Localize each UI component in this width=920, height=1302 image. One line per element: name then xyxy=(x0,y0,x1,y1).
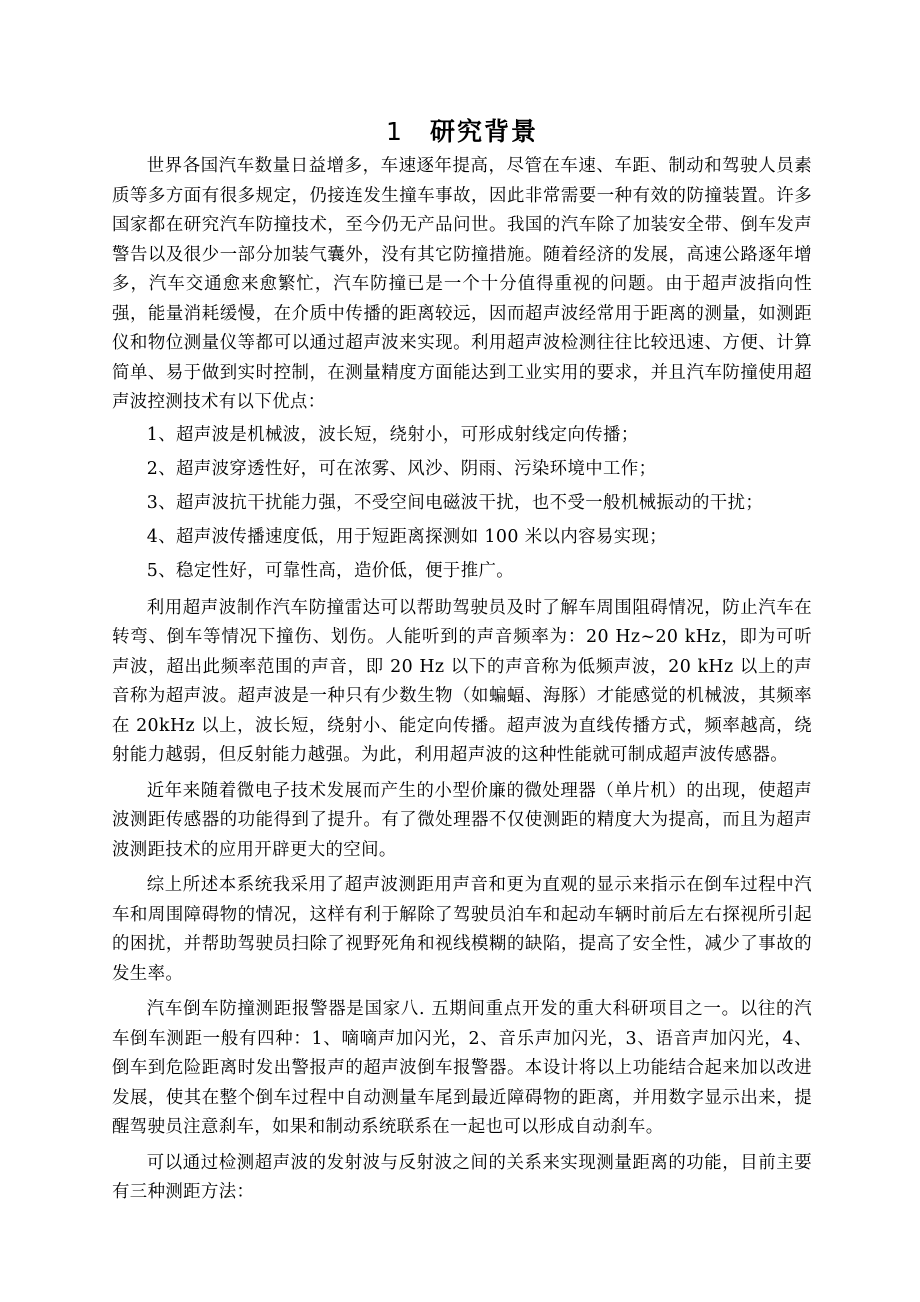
paragraph-microprocessor: 近年来随着微电子技术发展而产生的小型价廉的微处理器（单片机）的出现，使超声波测距传感器的功能得到了提升。有了微处理器不仅使测距的精度大为提高，而且为超声波测距技术的应用开辟更大的空间。 xyxy=(112,780,812,860)
list-item: 1、超声波是机械波，波长短，绕射小，可形成射线定向传播； xyxy=(146,424,639,445)
section-heading xyxy=(112,112,812,152)
paragraph-project: 汽车倒车防撞测距报警器是国家八. 五期间重点开发的重大科研项目之一。以往的汽车倒车测距一般有四种：1、嘀嘀声加闪光，2、音乐声加闪光，3、语音声加闪光，4、倒车到危险距离时发出警报声的超声波倒车报警器。本设计将以上功能结合起来加以改进发展，使其在整个倒车过程中自动测量车尾到最近障碍物的距离，并用数字显示出来，提醒驾驶员注意刹车，如果和制动系统联系在一起也可以形成自动刹车。 xyxy=(112,999,812,1137)
paragraph-ultrasonic: 利用超声波制作汽车防撞雷达可以帮助驾驶员及时了解车周围阻碍情况，防止汽车在转弯、倒车等情况下撞伤、划伤。人能听到的声音频率为：20 Hz~20 kHz，即为可听声波，超出此频率范围的声音，即 20 Hz 以下的声音称为低频声波，20 kHz 以上的声音称为超声波。超声波是一种只有少数生物（如蝙蝠、海豚）才能感觉的机械波，其频率在 20kHz 以上，波长短，绕射小、能定向传播。超声波为直线传播方式，频率越高，绕射能力越弱，但反射能力越强。为此，利用超声波的这种性能就可制成超声波传感器。 xyxy=(112,597,812,765)
list-item: 3、超声波抗干扰能力强，不受空间电磁波干扰，也不受一般机械振动的干扰； xyxy=(146,492,764,513)
paragraph-methods: 可以通过检测超声波的发射波与反射波之间的关系来实现测量距离的功能，目前主要有三种测距方法： xyxy=(112,1152,812,1202)
list-item: 5、稳定性好，可靠性高，造价低，便于推广。 xyxy=(146,560,515,581)
section-title: 研究背景 xyxy=(429,117,538,146)
advantages-list xyxy=(112,418,812,588)
document-page xyxy=(112,112,812,1208)
paragraph-system: 综上所述本系统我采用了超声波测距用声音和更为直观的显示来指示在倒车过程中汽车和周围障碍物的情况，这样有利于解除了驾驶员泊车和起动车辆时前后左右探视所引起的困扰，并帮助驾驶员扫除了视野死角和视线模糊的缺陷，提高了安全性，减少了事故的发生率。 xyxy=(112,875,812,984)
paragraph-intro: 世界各国汽车数量日益增多，车速逐年提高，尽管在车速、车距、制动和驾驶人员素质等多方面有很多规定，仍接连发生撞车事故，因此非常需要一种有效的防撞装置。许多国家都在研究汽车防撞技术，至今仍无产品问世。我国的汽车除了加装安全带、倒车发声警告以及很少一部分加装气囊外，没有其它防撞措施。随着经济的发展，高速公路逐年增多，汽车交通愈来愈繁忙，汽车防撞已是一个十分值得重视的问题。由于超声波指向性强，能量消耗缓慢，在介质中传播的距离较远，因而超声波经常用于距离的测量，如测距仪和物位测量仪等都可以通过超声波来实现。利用超声波检测往往比较迅速、方便、计算简单、易于做到实时控制，在测量精度方面能达到工业实用的要求，并且汽车防撞使用超声波控测技术有以下优点： xyxy=(112,156,812,412)
section-number: 1 xyxy=(386,117,404,146)
list-item: 2、超声波穿透性好，可在浓雾、风沙、阴雨、污染环境中工作； xyxy=(146,458,657,479)
list-item: 4、超声波传播速度低，用于短距离探测如 100 米以内容易实现； xyxy=(146,526,668,547)
